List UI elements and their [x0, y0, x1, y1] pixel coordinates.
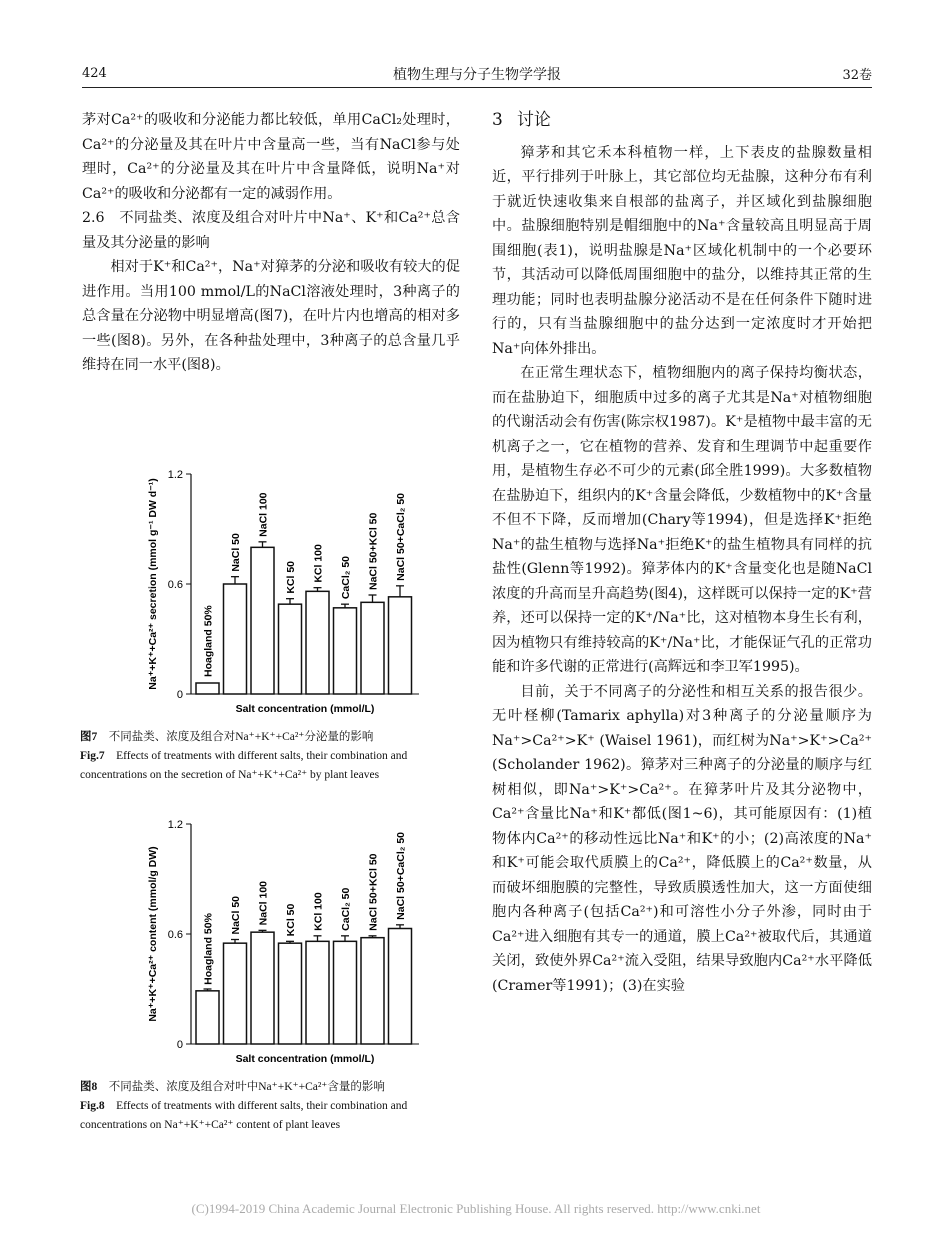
bar — [306, 941, 329, 1044]
figure-8-caption — [80, 1078, 470, 1135]
category-label: CaCl₂ 50 — [340, 887, 352, 931]
category-label: CaCl₂ 50 — [340, 555, 352, 600]
right-paragraph-3: 目前，关于不同离子的分泌性和相互关系的报告很少。无叶柽柳(Tamarix aphylla)对3种离子的分泌量顺序为Na⁺>Ca²⁺>K⁺ (Waisel 1961)，而红树为Na⁺>K⁺>Ca²⁺ (Scholander 1962)。獐茅对三种离子的分泌量的顺序与红树相似，即Na⁺>K⁺>Ca²⁺。在獐茅叶片及其分泌物中，Ca²⁺含量比Na⁺和K⁺都低(图1~6)，其可能原因有：(1)植物体内Ca²⁺的移动性远比Na⁺和K⁺的小；(2)高浓度的Na⁺和K⁺可能会取代质膜上的Ca²⁺，降低膜上的Ca²⁺数量，从而破坏细胞膜的完整性，导致质膜透性加大，这一方面使细胞内各种离子(包括Ca²⁺)和可溶性小分子外渗，同时由于Ca²⁺进入细胞有其专一的通道，膜上Ca²⁺被取代后，其通道关闭，致使外界Ca²⁺流入受阻，结果导致胞内Ca²⁺水平降低(Cramer等1991)；(3)在实验 — [492, 683, 872, 994]
page-header — [82, 58, 872, 88]
fig7-cn-caption: 不同盐类、浓度及组合对Na⁺+K⁺+Ca²⁺分泌量的影响 — [108, 731, 374, 743]
bar — [251, 547, 274, 694]
right-column — [492, 108, 872, 998]
x-axis-label: Salt concentration (mmol/L) — [235, 1053, 375, 1065]
fig7-en-label: Fig.7 — [80, 750, 105, 762]
volume-label: 32卷 — [842, 68, 872, 83]
category-label: KCl 100 — [312, 544, 325, 583]
bar — [306, 591, 329, 694]
fig8-cn-label: 图8 — [80, 1081, 98, 1093]
bar — [334, 941, 357, 1044]
bar — [251, 932, 274, 1044]
category-label: NaCl 50 — [230, 895, 242, 935]
section-number: 3 — [492, 110, 503, 130]
bar — [361, 938, 384, 1044]
category-label: KCl 50 — [285, 903, 297, 937]
bar — [224, 943, 247, 1044]
section-title: 讨论 — [516, 110, 551, 130]
category-label: KCl 50 — [285, 560, 297, 594]
category-label: NaCl 50+CaCl₂ 50 — [395, 492, 407, 581]
figure-8-chart — [78, 806, 468, 1076]
bar — [361, 602, 384, 694]
category-label: NaCl 100 — [257, 492, 270, 537]
figure-7 — [78, 456, 468, 796]
category-label: KCl 100 — [312, 892, 325, 931]
y-tick-label: 1.2 — [167, 819, 183, 831]
right-paragraph-1: 獐茅和其它禾本科植物一样，上下表皮的盐腺数量相近，平行排列于叶脉上，其它部位均无盐腺，这种分布有利于就近快速收集来自根部的盐离子，并区域化到盐腺细胞中。盐腺细胞特别是帽细胞中的Na⁺含量较高且明显高于周围细胞(表1)，说明盐腺是Na⁺区域化机制中的一个必要环节，其活动可以降低周围细胞中的盐分，以维持其正常的生理功能；同时也表明盐腺分泌活动不是在任何条件下随时进行的，只有当盐腺细胞中的盐分达到一定浓度时才开始把Na⁺向体外排出。 — [492, 144, 872, 357]
journal-title: 植物生理与分子生物学学报 — [393, 67, 561, 83]
figure-7-caption — [80, 728, 470, 785]
y-tick-label: 1.2 — [167, 469, 183, 481]
category-label: NaCl 50 — [230, 533, 242, 572]
category-label: NaCl 50+KCl 50 — [367, 512, 380, 590]
left-paragraph-1: 茅对Ca²⁺的吸收和分泌能力都比较低，单用CaCl₂处理时，Ca²⁺的分泌量及其在叶片中含量高一些，当有NaCl参与处理时，Ca²⁺的分泌量及其在叶片中含量降低，说明Na⁺对Ca²⁺的吸收和分泌都有一定的减弱作用。 — [82, 112, 460, 202]
bar — [224, 584, 247, 694]
y-tick-label: 0 — [176, 689, 183, 701]
copyright-footer: (C)1994-2019 China Academic Journal Electronic Publishing House. All rights reserved. http://www.cnki.net — [191, 1201, 761, 1216]
left-paragraph-2: 相对于K⁺和Ca²⁺，Na⁺对獐茅的分泌和吸收有较大的促进作用。当用100 mmol/L的NaCl溶液处理时，3种离子的总含量在分泌物中明显增高(图7)，在叶片内也增高的相对多一些(图8)。另外，在各种盐处理中，3种离子的总含量几乎维持在同一水平(图8)。 — [82, 259, 460, 373]
bar — [389, 929, 412, 1045]
category-label: NaCl 100 — [257, 880, 270, 926]
page-number: 424 — [82, 66, 107, 81]
bar — [279, 604, 302, 694]
section-2-6-heading: 2.6 不同盐类、浓度及组合对叶片中Na⁺、K⁺和Ca²⁺总含量及其分泌量的影响 — [82, 210, 460, 251]
fig8-cn-caption: 不同盐类、浓度及组合对叶中Na⁺+K⁺+Ca²⁺含量的影响 — [108, 1081, 385, 1093]
figure-8 — [78, 806, 468, 1146]
category-label: Hoagland 50% — [202, 605, 215, 677]
fig7-cn-label: 图7 — [80, 731, 98, 743]
category-label: Hoagland 50% — [202, 913, 215, 985]
left-column — [82, 108, 460, 378]
y-tick-label: 0.6 — [167, 579, 183, 591]
bar — [196, 991, 219, 1044]
bar — [334, 608, 357, 694]
bar — [279, 943, 302, 1044]
fig8-en-label: Fig.8 — [80, 1100, 105, 1112]
x-axis-label: Salt concentration (mmol/L) — [235, 703, 375, 715]
figure-7-chart — [78, 456, 468, 756]
category-label: NaCl 50+CaCl₂ 50 — [395, 831, 407, 920]
y-tick-label: 0 — [176, 1039, 183, 1051]
category-label: NaCl 50+KCl 50 — [367, 853, 380, 931]
bar — [196, 683, 219, 694]
fig7-en-caption: Effects of treatments with different salts, their combination and concentrations on the secretion of Na⁺+K⁺+Ca²⁺ by plant leaves — [80, 750, 408, 781]
fig8-en-caption: Effects of treatments with different salts, their combination and concentrations on Na⁺+K⁺+Ca²⁺ content of plant leaves — [80, 1100, 408, 1131]
y-axis-label: Na⁺+K⁺+Ca²⁺ content (mmol/g DW) — [147, 846, 159, 1022]
y-tick-label: 0.6 — [167, 929, 183, 941]
y-axis-label: Na⁺+K⁺+Ca²⁺ secretion (mmol g⁻¹ DW d⁻¹) — [147, 478, 159, 690]
section-3-heading — [492, 108, 872, 133]
right-paragraph-2: 在正常生理状态下，植物细胞内的离子保持均衡状态，而在盐胁迫下，细胞质中过多的离子尤其是Na⁺对植物细胞的代谢活动会有伤害(陈宗权1987)。K⁺是植物中最丰富的无机离子之一，它在植物的营养、发育和生理调节中起重要作用，是植物生存必不可少的元素(邱全胜1999)。大多数植物在盐胁迫下，组织内的K⁺含量会降低，少数植物中的K⁺含量不但不下降，反而增加(Chary等1994)，但是选择K⁺拒绝Na⁺的盐生植物与选择Na⁺拒绝K⁺的盐生植物具有同样的抗盐性(Glenn等1992)。獐茅体内的K⁺含量变化也是随NaCl浓度的升高而呈升高趋势(图4)，这样既可以保持一定的K⁺营养，还可以保持一定的K⁺/Na⁺比，这对植物本身生长有利，因为植物只有维持较高的K⁺/Na⁺比，才能保证气孔的正常功能和许多代谢的正常进行(高辉远和李卫军1995)。 — [492, 365, 872, 675]
bar — [389, 597, 412, 694]
